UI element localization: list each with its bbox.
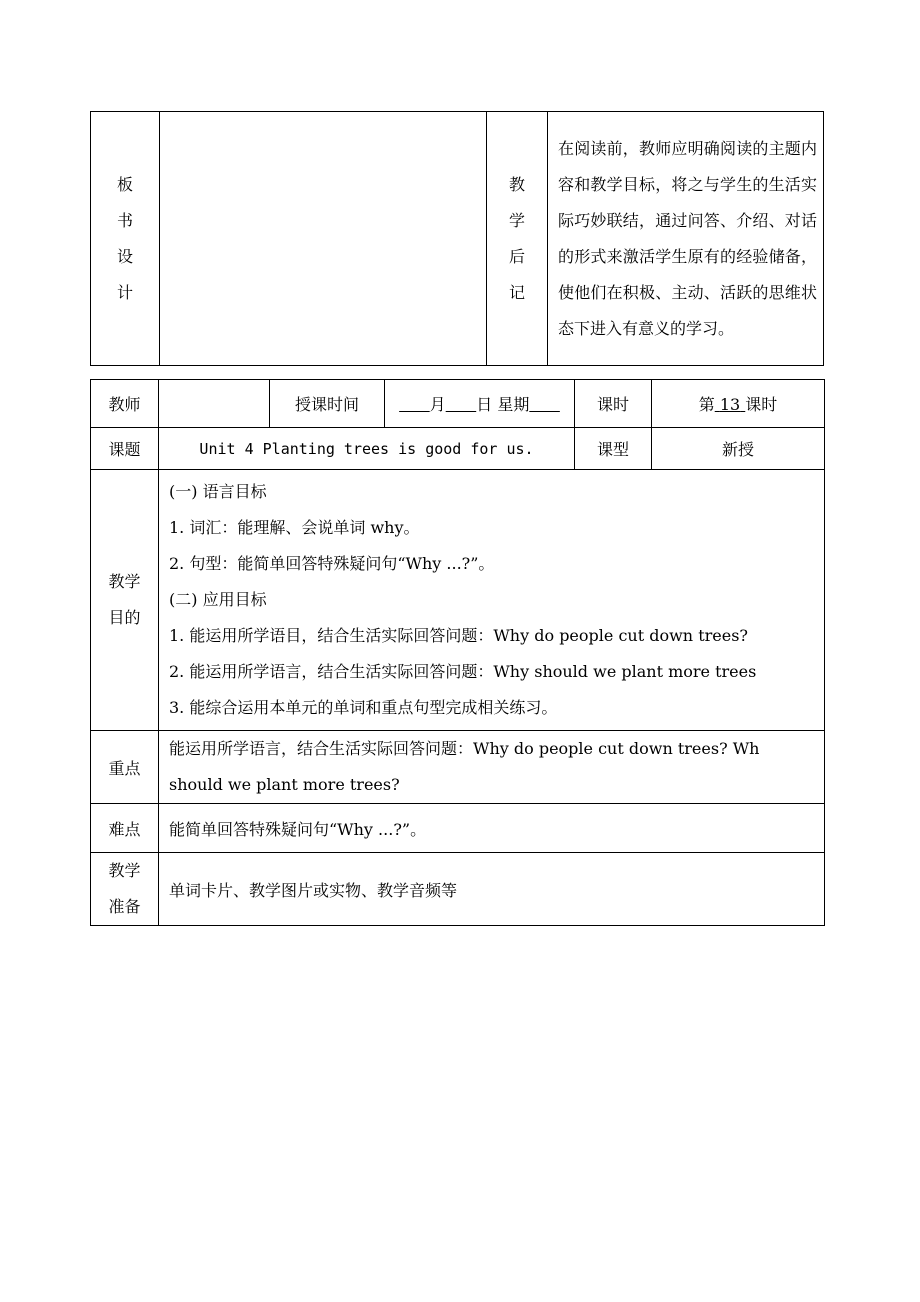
type-label: 课型: [575, 428, 652, 470]
objective-section: (二) 应用目标: [169, 590, 267, 609]
date-day: 日: [476, 395, 493, 414]
period-suffix: 课时: [745, 395, 778, 414]
label-line: 教学: [108, 861, 141, 880]
objective-item: 3. 能综合运用本单元的单词和重点句型完成相关练习。: [169, 698, 558, 717]
type-value: 新授: [652, 428, 825, 470]
objective-item: 1. 词汇：能理解、会说单词 why。: [169, 518, 420, 537]
reflection-label: [487, 112, 548, 366]
objective-item: 2. 能运用所学语言，结合生活实际回答问题：Why should we plant more trees: [169, 662, 757, 681]
objectives-label: [91, 470, 159, 731]
label-line: 目的: [108, 608, 141, 627]
label-char: 设: [116, 246, 133, 266]
objectives-content: [159, 470, 825, 731]
difficulties-content: 能简单回答特殊疑问句“Why ...?”。: [159, 804, 825, 853]
teacher-label: 教师: [91, 380, 159, 428]
reflection-text: 在阅读前，教师应明确阅读的主题内容和教学目标，将之与学生的生活实际巧妙联结，通过问答、介绍、对话的形式来激活学生原有的经验储备，使他们在积极、主动、活跃的思维状态下进入有意义的学习。: [548, 112, 824, 366]
label-char: 记: [508, 282, 525, 302]
date-field: [385, 380, 575, 428]
difficulties-label: 难点: [91, 804, 159, 853]
key-points-label: 重点: [91, 731, 159, 804]
date-week: 星期: [497, 395, 530, 414]
label-char: 计: [116, 282, 133, 302]
objective-item: 1. 能运用所学语目，结合生活实际回答问题：Why do people cut down trees?: [169, 626, 748, 645]
board-design-label: [91, 112, 160, 366]
period-prefix: 第: [698, 395, 715, 414]
label-char: 教: [508, 174, 525, 194]
objective-item: 2. 句型：能简单回答特殊疑问句“Why ...?”。: [169, 554, 495, 573]
preparation-content: 单词卡片、教学图片或实物、教学音频等: [159, 853, 825, 926]
board-design-content: [160, 112, 487, 366]
time-label: 授课时间: [270, 380, 385, 428]
board-reflection-table: [90, 111, 824, 366]
date-month: 月: [429, 395, 446, 414]
period-label: 课时: [575, 380, 652, 428]
label-line: 教学: [108, 572, 141, 591]
key-points-content: [159, 731, 825, 804]
lesson-plan-table: [90, 379, 825, 926]
objective-section: (一) 语言目标: [169, 482, 267, 501]
label-char: 后: [508, 246, 525, 266]
topic-label: 课题: [91, 428, 159, 470]
period-number: 13: [719, 395, 741, 414]
label-char: 板: [116, 174, 133, 194]
key-point-line: 能运用所学语言，结合生活实际回答问题：Why do people cut down trees? Wh: [169, 739, 760, 758]
key-point-line: should we plant more trees?: [169, 775, 400, 794]
preparation-label: [91, 853, 159, 926]
label-line: 准备: [108, 897, 141, 916]
teacher-value: [159, 380, 270, 428]
topic-value: Unit 4 Planting trees is good for us.: [159, 428, 575, 470]
period-value: [652, 380, 825, 428]
label-char: 书: [116, 210, 133, 230]
label-char: 学: [508, 210, 525, 230]
